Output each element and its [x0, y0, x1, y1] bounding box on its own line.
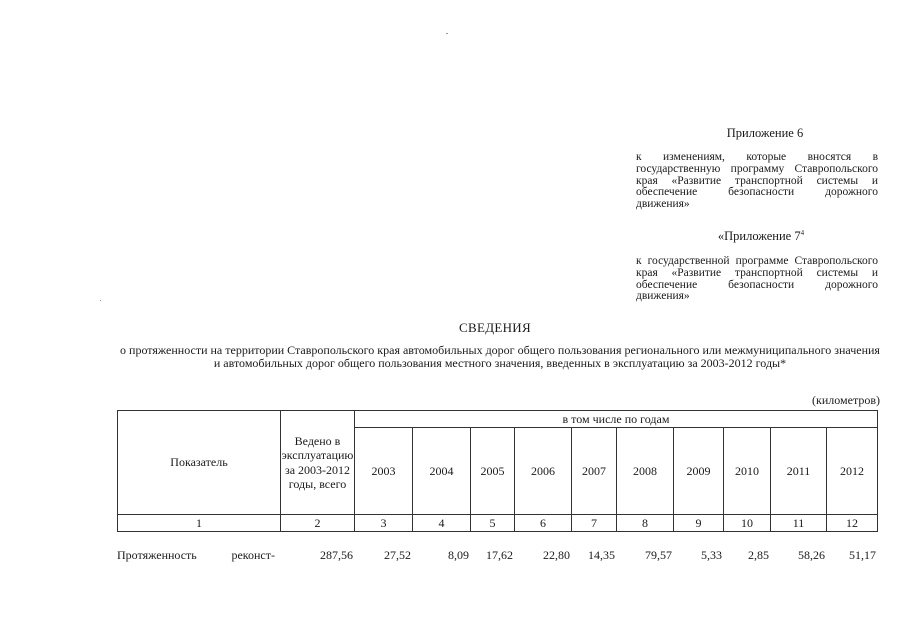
column-number: 12	[827, 515, 878, 532]
column-number: 6	[515, 515, 572, 532]
units-label: (километров)	[812, 393, 880, 407]
appendix-text: к изменениям, которые вносятся в государственную программу Ставропольского края «Развитие транспортной системы и обеспечение безопасности дорожного движения»	[636, 151, 878, 211]
column-number: 8	[617, 515, 674, 532]
header-year: 2012	[827, 428, 878, 515]
data-row	[117, 548, 879, 564]
document-heading: СВЕДЕНИЯ	[459, 320, 531, 335]
appendix-subtitle	[706, 229, 816, 244]
row-value-total: 287,56	[320, 548, 353, 562]
scan-speck	[446, 33, 448, 34]
document-subtitle: о протяженности на территории Ставропольского края автомобильных дорог общего пользования регионального или межмуниципального значения и автомобильных дорог общего пользования местного значения, введенных в эксплуатацию за 2003-2012 годы*	[120, 343, 880, 370]
header-year: 2009	[674, 428, 724, 515]
row-value-year: 2,85	[748, 548, 769, 562]
data-table	[117, 410, 878, 532]
header-total: Ведено в эксплуатацию за 2003-2012 годы, всего	[281, 411, 355, 515]
row-value-year: 79,57	[645, 548, 672, 562]
scan-speck	[100, 300, 101, 301]
header-year: 2006	[515, 428, 572, 515]
header-year: 2004	[413, 428, 471, 515]
row-value-year: 58,26	[798, 548, 825, 562]
header-indicator: Показатель	[118, 411, 281, 515]
header-year: 2010	[724, 428, 771, 515]
column-number: 5	[471, 515, 515, 532]
header-year: 2007	[572, 428, 617, 515]
row-label: Протяженность реконст-	[117, 548, 275, 562]
column-number: 1	[118, 515, 281, 532]
header-year: 2008	[617, 428, 674, 515]
header-year: 2011	[771, 428, 827, 515]
row-value-year: 51,17	[849, 548, 876, 562]
header-year: 2005	[471, 428, 515, 515]
header-years-group: в том числе по годам	[355, 411, 878, 428]
row-value-year: 27,52	[384, 548, 411, 562]
appendix-program-text: к государственной программе Ставропольского края «Развитие транспортной системы и обеспечение безопасности дорожного движения»	[636, 255, 878, 303]
row-value-year: 8,09	[448, 548, 469, 562]
column-number: 3	[355, 515, 413, 532]
appendix-subtitle-text: «Приложение 7	[717, 229, 801, 243]
column-number: 11	[771, 515, 827, 532]
column-number: 10	[724, 515, 771, 532]
row-value-year: 5,33	[701, 548, 722, 562]
header-year: 2003	[355, 428, 413, 515]
column-number: 2	[281, 515, 355, 532]
appendix-title: Приложение 6	[726, 126, 804, 140]
column-number: 9	[674, 515, 724, 532]
appendix-subtitle-sup: 4	[800, 229, 805, 237]
row-value-year: 22,80	[543, 548, 570, 562]
row-value-year: 14,35	[588, 548, 615, 562]
column-number: 4	[413, 515, 471, 532]
column-number: 7	[572, 515, 617, 532]
row-value-year: 17,62	[486, 548, 513, 562]
